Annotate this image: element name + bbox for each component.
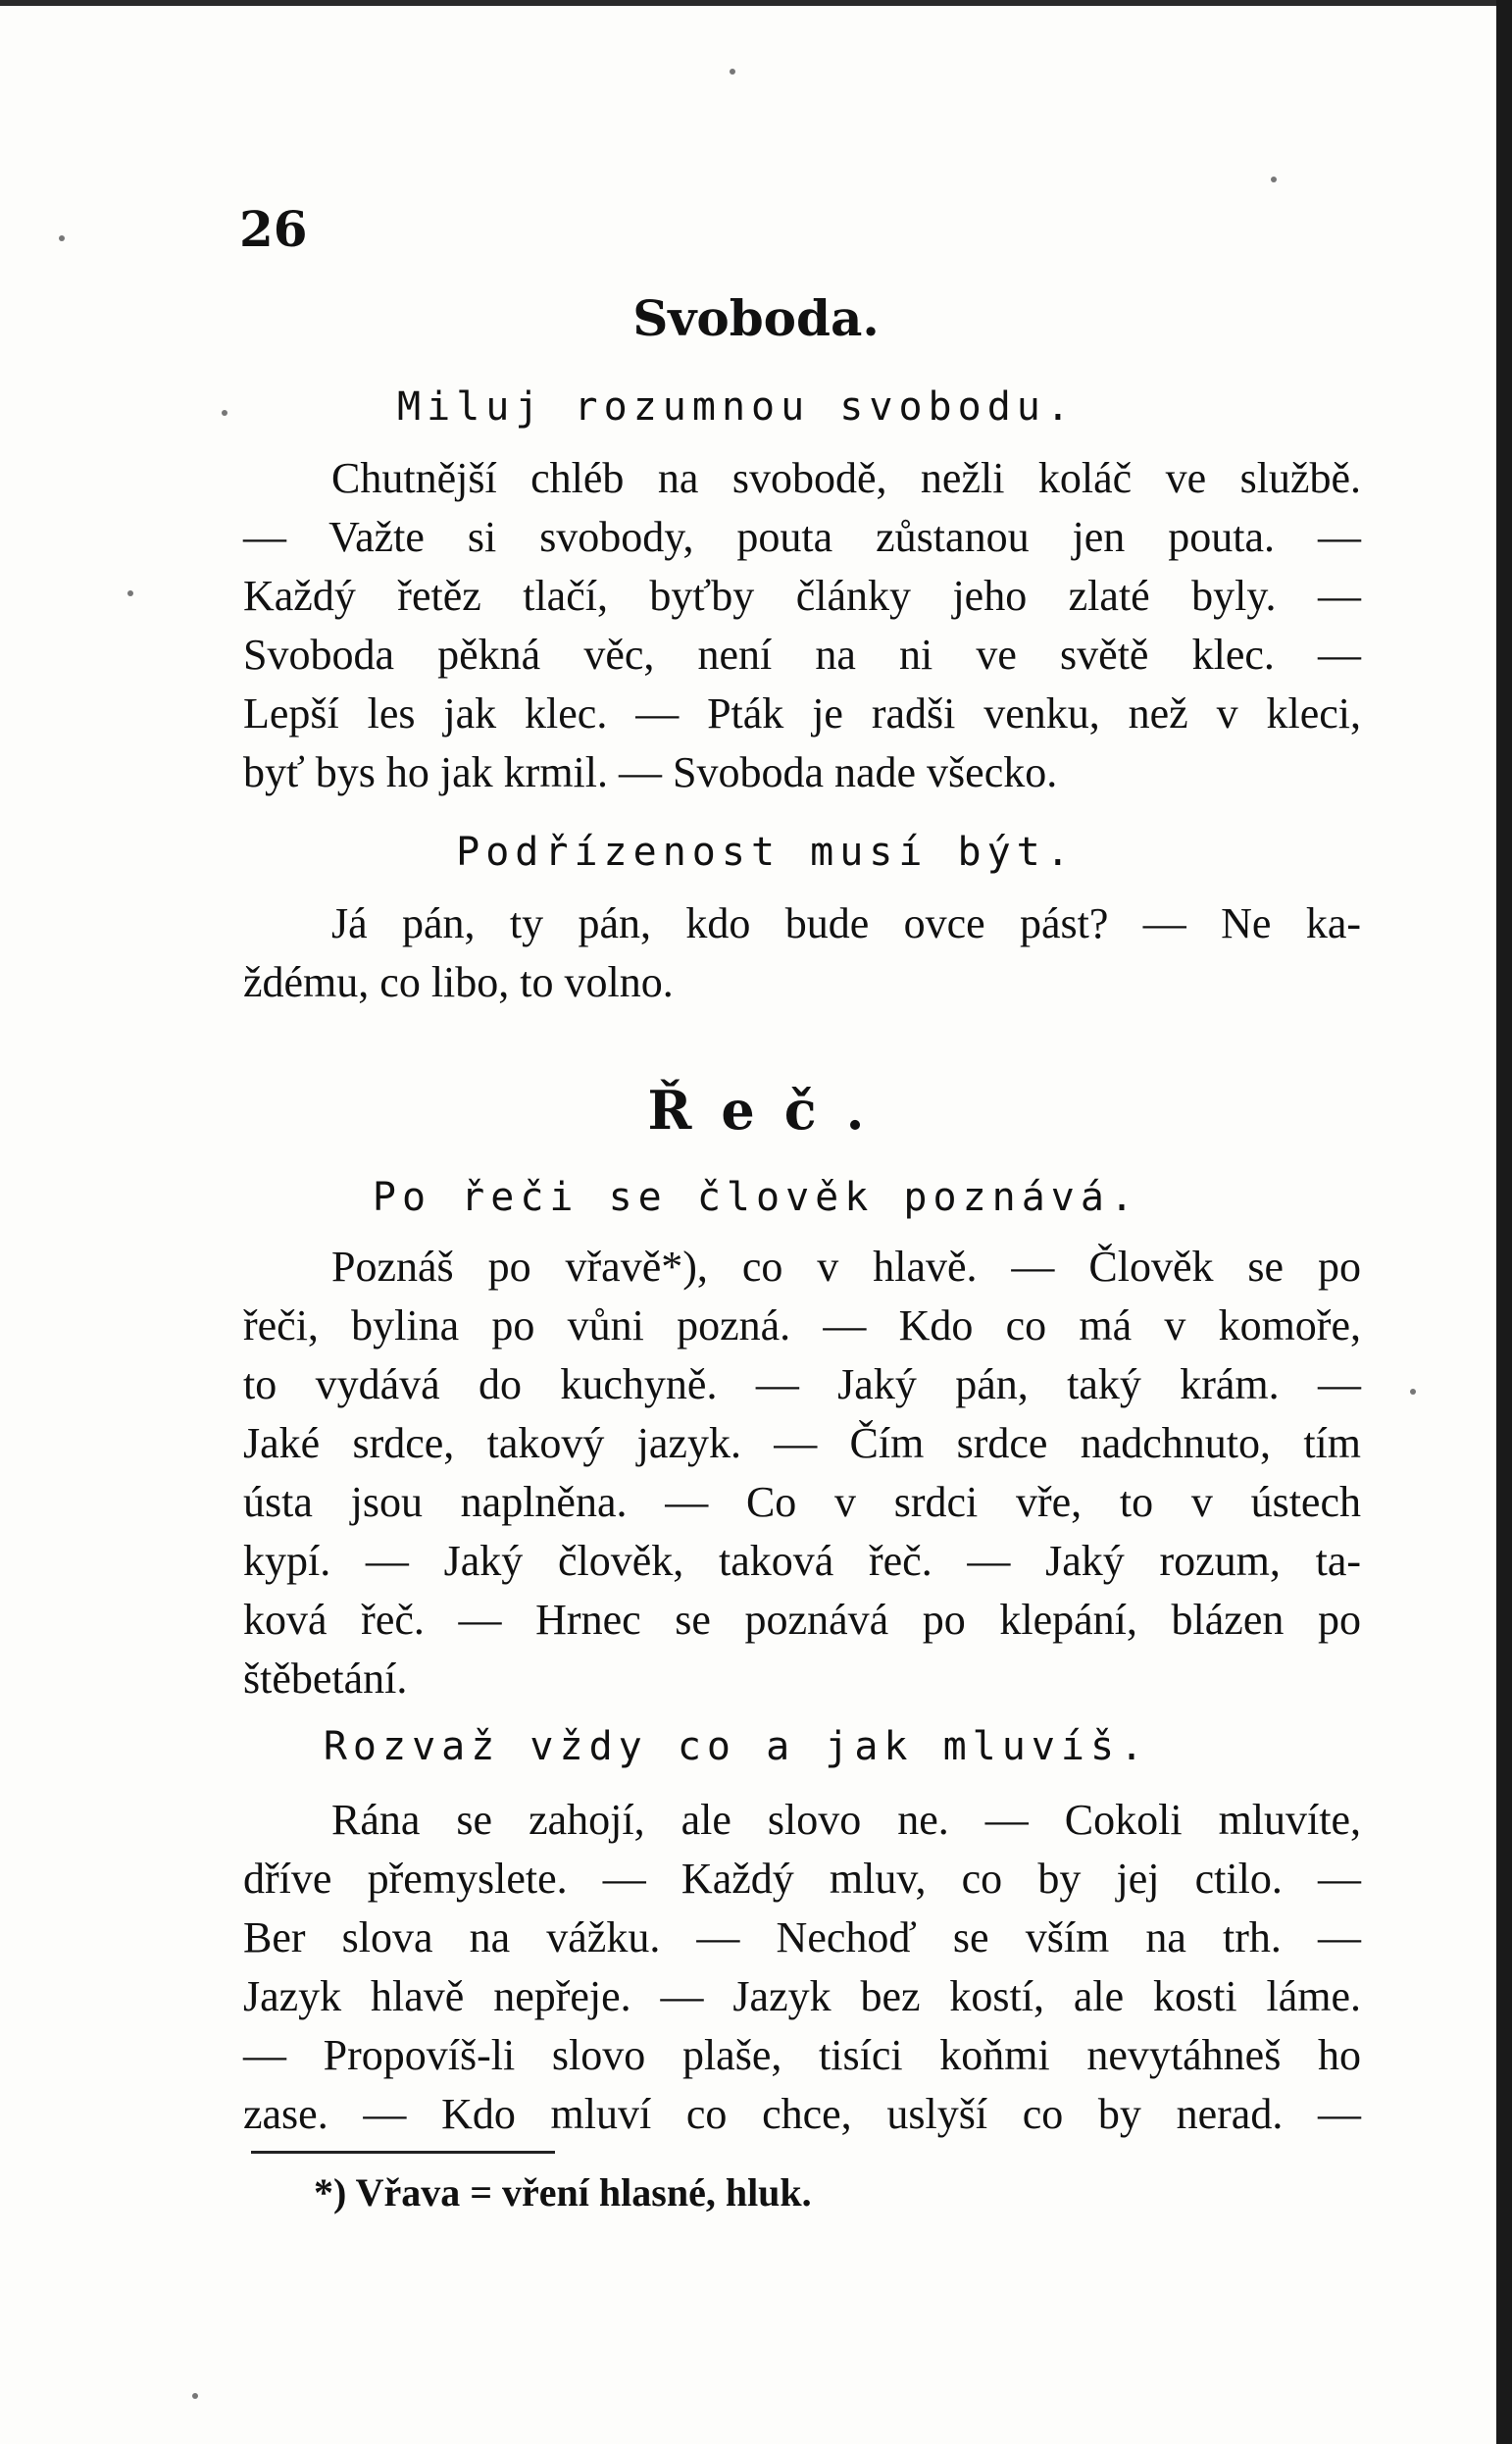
- maxim-heading: Rozvaž vždy co a jak mluvíš.: [323, 1724, 1150, 1769]
- text-line: řeči, bylina po vůni pozná. — Kdo co má v komoře,: [243, 1301, 1361, 1349]
- print-speck: [59, 235, 65, 241]
- page-top-edge: [0, 0, 1512, 6]
- print-speck: [1410, 1389, 1416, 1395]
- text-line: Jaké srdce, takový jazyk. — Čím srdce nadchnuto, tím: [243, 1419, 1361, 1467]
- text-line: — Propovíš-li slovo plaše, tisíci koňmi nevytáhneš ho: [243, 2031, 1361, 2079]
- text-line: Chutnější chléb na svobodě, nežli koláč ve službě.: [331, 454, 1361, 502]
- section-title-svoboda: Svoboda.: [632, 289, 880, 347]
- maxim-heading: Podřízenost musí být.: [456, 830, 1076, 875]
- text-line: to vydává do kuchyně. — Jaký pán, taký krám. —: [243, 1360, 1361, 1408]
- text-line: Lepší les jak klec. — Pták je radši venku, než v kleci,: [243, 689, 1361, 738]
- text-line: Každý řetěz tlačí, byťby články jeho zlaté byly. —: [243, 572, 1361, 620]
- page-right-edge: [1496, 0, 1512, 2444]
- print-speck: [127, 590, 133, 596]
- text-line: dříve přemyslete. — Každý mluv, co by jej ctilo. —: [243, 1855, 1361, 1903]
- proverb-paragraph: [243, 894, 1361, 1012]
- text-line: ková řeč. — Hrnec se poznává po klepání, blázen po: [243, 1596, 1361, 1644]
- text-line: Svoboda pěkná věc, není na ni ve světě klec. —: [243, 631, 1361, 679]
- text-line: Já pán, ty pán, kdo bude ovce pást? — Ne ka-: [331, 899, 1361, 947]
- proverb-paragraph: [243, 1238, 1361, 1708]
- maxim-heading: Miluj rozumnou svobodu.: [397, 384, 1076, 430]
- print-speck: [192, 2393, 198, 2399]
- text-line: kypí. — Jaký člověk, taková řeč. — Jaký rozum, ta-: [243, 1537, 1361, 1585]
- footnote-divider: [251, 2151, 555, 2154]
- print-speck: [222, 410, 227, 416]
- text-line: Ber slova na vážku. — Nechoď se vším na trh. —: [243, 1913, 1361, 1961]
- text-line: štěbetání.: [243, 1655, 408, 1703]
- text-line: ústa jsou naplněna. — Co v srdci vře, to v ústech: [243, 1478, 1361, 1526]
- text-line: Rána se zahojí, ale slovo ne. — Cokoli mluvíte,: [331, 1796, 1361, 1844]
- print-speck: [1271, 177, 1277, 182]
- proverb-paragraph: [243, 1791, 1361, 2144]
- text-line: Poznáš po vřavě*), co v hlavě. — Člověk se po: [331, 1243, 1361, 1291]
- text-line: — Važte si svobody, pouta zůstanou jen pouta. —: [243, 513, 1361, 561]
- text-line: ždému, co libo, to volno.: [243, 958, 674, 1006]
- maxim-heading: Po řeči se člověk poznává.: [372, 1175, 1140, 1220]
- footnote: *) Vřava = vření hlasné, hluk.: [314, 2170, 812, 2215]
- print-speck: [730, 69, 735, 75]
- proverb-paragraph: [243, 449, 1361, 802]
- page-number: 26: [239, 200, 308, 258]
- text-line: byť bys ho jak krmil. — Svoboda nade všecko.: [243, 748, 1058, 796]
- section-title-rec: Řeč.: [647, 1079, 894, 1142]
- text-line: zase. — Kdo mluví co chce, uslyší co by nerad. —: [243, 2090, 1361, 2138]
- text-line: Jazyk hlavě nepřeje. — Jazyk bez kostí, ale kosti láme.: [243, 1972, 1361, 2020]
